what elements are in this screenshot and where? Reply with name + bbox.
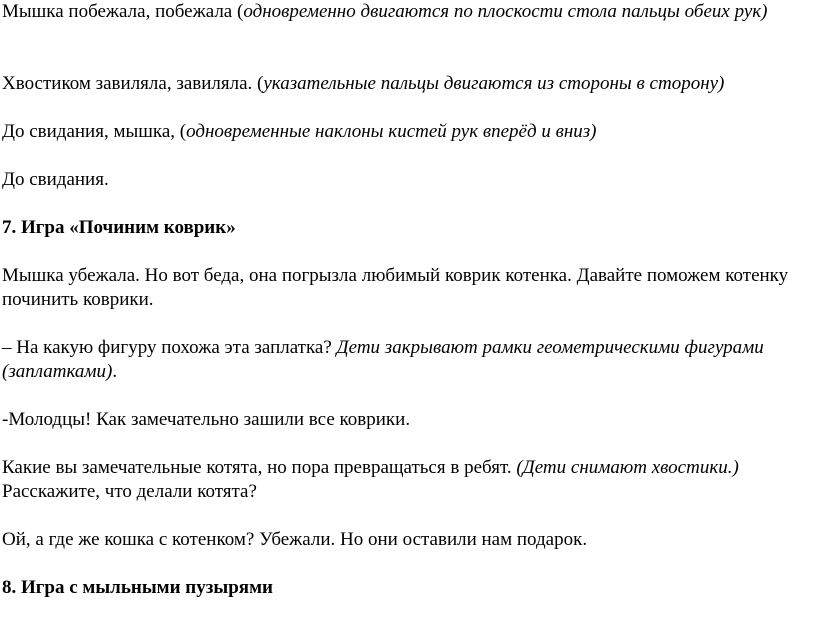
instruction-text: одновременно двигаются по плоскости стола пальцы обеих рук) (243, 1, 768, 22)
text-run: – На какую фигуру похожа эта заплатка? (2, 337, 337, 358)
text-run: . (112, 361, 118, 382)
text-run: Мышка побежала, побежала ( (2, 1, 244, 22)
paragraph-well-done (2, 408, 810, 432)
text-run: Мышка убежала. Но вот беда, она погрызла любимый коврик котенка. Давайте поможем котенку починить коврики. (2, 265, 789, 310)
instruction-text: (Дети снимают хвостики.) (516, 457, 739, 478)
heading-text: 8. Игра с мыльными пузырями (2, 577, 273, 598)
paragraph-gift (2, 528, 810, 552)
instruction-text: указательные пальцы двигаются из стороны в сторону) (263, 73, 725, 94)
text-run: Хвостиком завиляла, завиляла. ( (2, 73, 264, 94)
text-run: До свидания. (2, 169, 109, 190)
text-run: Ой, а где же кошка с котенком? Убежали. Но они оставили нам подарок. (2, 529, 588, 550)
text-run: До свидания, мышка, ( (2, 121, 187, 142)
text-run: Какие вы замечательные котята, но пора превращаться в ребят. (2, 457, 517, 478)
text-run: -Молодцы! Как замечательно зашили все коврики. (2, 409, 411, 430)
paragraph-goodbye (2, 168, 810, 192)
section-heading-game-8 (2, 576, 810, 600)
paragraph-goodbye-mouse (2, 120, 810, 144)
paragraph-mouse-ran (2, 0, 810, 24)
instruction-text: одновременные наклоны кистей рук вперёд и вниз) (186, 121, 597, 142)
section-heading-game-7 (2, 216, 810, 240)
heading-text: 7. Игра «Починим коврик» (2, 217, 236, 238)
text-run: Расскажите, что делали котята? (2, 481, 257, 502)
paragraph-kittens (2, 456, 810, 504)
paragraph-mouse-escaped (2, 264, 810, 312)
instruction-text: Дети закрывают рамки геометрическими фигурами (заплатками) (2, 337, 764, 382)
paragraph-patch-question (2, 336, 810, 384)
paragraph-tail-wagged (2, 72, 810, 96)
